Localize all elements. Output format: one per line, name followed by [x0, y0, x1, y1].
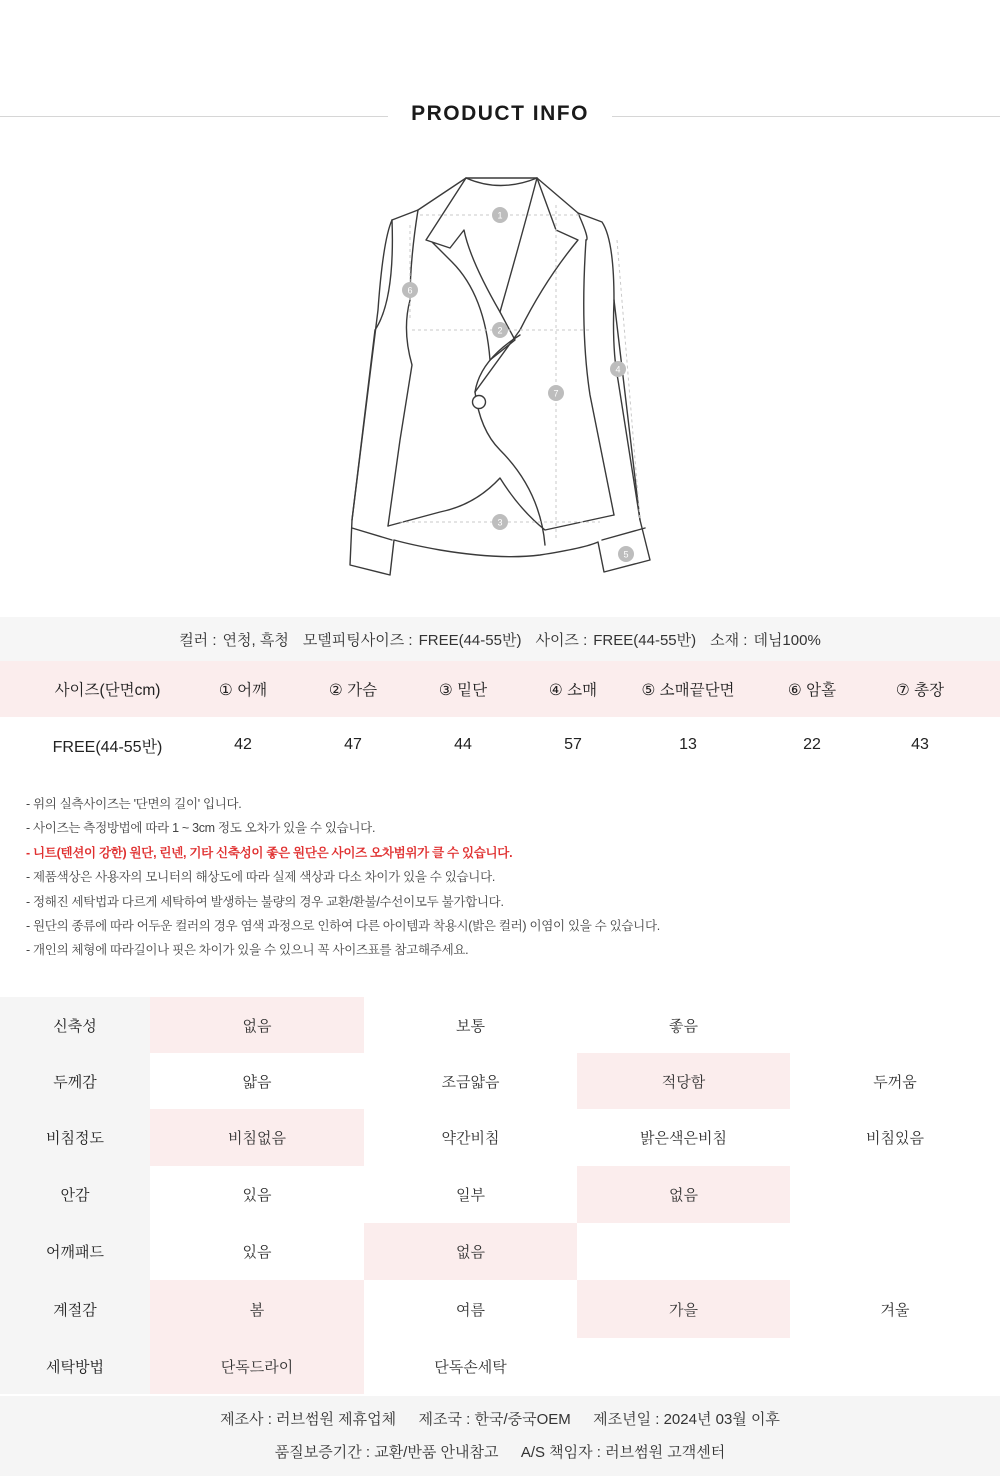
- row-size: FREE(44-55반): [52, 738, 163, 756]
- note-item: - 사이즈는 측정방법에 따라 1 ~ 3cm 정도 오차가 있을 수 있습니다.: [26, 821, 376, 836]
- feature-label: 비침정도: [0, 1109, 150, 1166]
- maker-label: 제조사 :: [220, 1411, 272, 1428]
- feature-option: 있음: [242, 1244, 272, 1261]
- feature-option-selected: 봄: [150, 1280, 364, 1338]
- as-label: A/S 책임자 :: [520, 1444, 601, 1461]
- feature-option-selected: 없음: [577, 1166, 790, 1223]
- size-table-row: [0, 717, 1000, 773]
- header-cuff: ⑤ 소매끝단면: [641, 682, 735, 699]
- row-cuff: 13: [679, 736, 697, 753]
- row-length: 43: [911, 736, 929, 753]
- feature-label: 두께감: [0, 1053, 150, 1109]
- country-value: 한국/중국OEM: [474, 1411, 571, 1428]
- feature-row: [0, 1338, 1000, 1394]
- size-value: FREE(44-55반): [593, 631, 697, 649]
- manufacturer-info: [0, 1396, 1000, 1476]
- date-label: 제조년일 :: [593, 1411, 660, 1428]
- header-size: 사이즈(단면cm): [54, 682, 161, 699]
- marker-7: [548, 385, 564, 401]
- size-label: 사이즈 :: [535, 631, 588, 649]
- page-title: PRODUCT INFO: [411, 102, 589, 125]
- feature-label: 세탁방법: [0, 1338, 150, 1394]
- warranty-value: 교환/반품 안내참고: [374, 1444, 499, 1461]
- header-chest: ② 가슴: [328, 682, 378, 699]
- feature-label: 계절감: [0, 1280, 150, 1338]
- feature-option: 얇음: [242, 1073, 272, 1091]
- maker-value: 러브썸원 제휴업체: [276, 1411, 397, 1428]
- feature-option: [577, 1223, 790, 1280]
- note-item: - 위의 실측사이즈는 '단면의 길이' 입니다.: [26, 797, 242, 811]
- color-label: 컬러 :: [179, 631, 217, 649]
- svg-text:7: 7: [553, 388, 559, 399]
- feature-option: 여름: [456, 1301, 485, 1319]
- svg-text:2: 2: [497, 325, 503, 336]
- header-hem: ③ 밑단: [438, 682, 488, 699]
- svg-text:1: 1: [497, 210, 503, 221]
- country-label: 제조국 :: [418, 1411, 471, 1428]
- feature-option: 겨울: [880, 1301, 910, 1319]
- row-shoulder: 42: [234, 736, 252, 753]
- product-info-header: [0, 100, 1000, 132]
- feature-label: 안감: [0, 1166, 150, 1223]
- note-item: - 제품색상은 사용자의 모니터의 해상도에 따라 실제 색상과 다소 차이가 있을 수 있습니다.: [26, 870, 496, 885]
- feature-row: [0, 1109, 1000, 1166]
- feature-label: 어깨패드: [0, 1223, 150, 1280]
- feature-option: 좋음: [669, 1017, 698, 1035]
- feature-option: [790, 1166, 1000, 1223]
- jacket-measurement-diagram: [330, 170, 670, 590]
- divider-right: [612, 116, 1000, 117]
- feature-option: 밝은색은비침: [640, 1130, 727, 1147]
- row-armhole: 22: [803, 736, 821, 753]
- feature-option: 일부: [456, 1187, 485, 1204]
- warranty-label: 품질보증기간 :: [274, 1444, 371, 1461]
- button-icon: [473, 396, 486, 409]
- marker-4: [610, 361, 626, 377]
- feature-option-selected: 단독드라이: [150, 1338, 364, 1394]
- feature-row: [0, 1166, 1000, 1223]
- feature-option: 두꺼움: [873, 1073, 917, 1091]
- marker-2: [492, 322, 508, 338]
- feature-option-selected: 적당함: [577, 1053, 790, 1109]
- feature-option: 보통: [456, 1017, 485, 1035]
- divider-left: [0, 116, 388, 117]
- color-value: 연청, 흑청: [222, 631, 289, 649]
- row-chest: 47: [344, 736, 362, 753]
- marker-5: [618, 546, 634, 562]
- feature-option-selected: 가을: [577, 1280, 790, 1338]
- feature-option: [577, 1338, 790, 1394]
- date-value: 2024년 03월 이후: [663, 1411, 780, 1428]
- feature-option: 약간비침: [441, 1130, 500, 1147]
- svg-text:3: 3: [497, 517, 503, 528]
- size-notes: [26, 792, 966, 963]
- header-armhole: ⑥ 암홀: [787, 682, 837, 699]
- marker-6: [402, 282, 418, 298]
- feature-option: 조금얇음: [441, 1073, 500, 1091]
- material-value: 데님100%: [753, 631, 821, 649]
- feature-option-selected: 없음: [364, 1223, 577, 1280]
- marker-1: [492, 207, 508, 223]
- svg-text:5: 5: [623, 549, 629, 560]
- svg-text:6: 6: [407, 285, 413, 296]
- feature-label: 신축성: [0, 997, 150, 1053]
- row-sleeve: 57: [564, 736, 582, 753]
- model-size-label: 모델피팅사이즈 :: [302, 631, 413, 649]
- feature-row: [0, 997, 1000, 1053]
- footer-line-2: [0, 1441, 1000, 1462]
- size-table-header: [0, 661, 1000, 717]
- feature-row: [0, 1280, 1000, 1338]
- feature-option-selected: 없음: [150, 997, 364, 1053]
- footer-line-1: [0, 1408, 1000, 1429]
- feature-option: 단독손세탁: [434, 1358, 507, 1376]
- row-hem: 44: [454, 736, 472, 753]
- note-item: - 원단의 종류에 따라 어두운 컬러의 경우 염색 과정으로 인하여 다른 아이템과 착용시(밝은 컬러) 이염이 있을 수 있습니다.: [26, 919, 660, 934]
- header-length: ⑦ 총장: [895, 682, 945, 699]
- feature-option: 비침있음: [866, 1130, 924, 1147]
- feature-option: [790, 1338, 1000, 1394]
- svg-text:4: 4: [615, 364, 621, 375]
- note-item-warning: - 니트(텐션이 강한) 원단, 린넨, 기타 신축성이 좋은 원단은 사이즈 오차범위가 클 수 있습니다.: [26, 845, 513, 860]
- feature-option: 있음: [242, 1187, 272, 1204]
- header-sleeve: ④ 소매: [548, 682, 598, 699]
- model-size-value: FREE(44-55반): [418, 631, 522, 649]
- feature-option: [790, 1223, 1000, 1280]
- feature-row: [0, 1053, 1000, 1109]
- spec-bar: [0, 617, 1000, 661]
- material-label: 소재 :: [710, 631, 748, 649]
- header-shoulder: ① 어깨: [218, 682, 268, 699]
- feature-option-selected: 비침없음: [150, 1109, 364, 1166]
- feature-row: [0, 1223, 1000, 1280]
- as-value: 러브썸원 고객센터: [605, 1444, 726, 1461]
- note-item: - 정해진 세탁법과 다르게 세탁하여 발생하는 불량의 경우 교환/환불/수선이모두 불가합니다.: [26, 894, 504, 909]
- marker-3: [492, 514, 508, 530]
- feature-option: [790, 997, 1000, 1053]
- note-item: - 개인의 체형에 따라길이나 핏은 차이가 있을 수 있으니 꼭 사이즈표를 참고해주세요.: [26, 943, 469, 958]
